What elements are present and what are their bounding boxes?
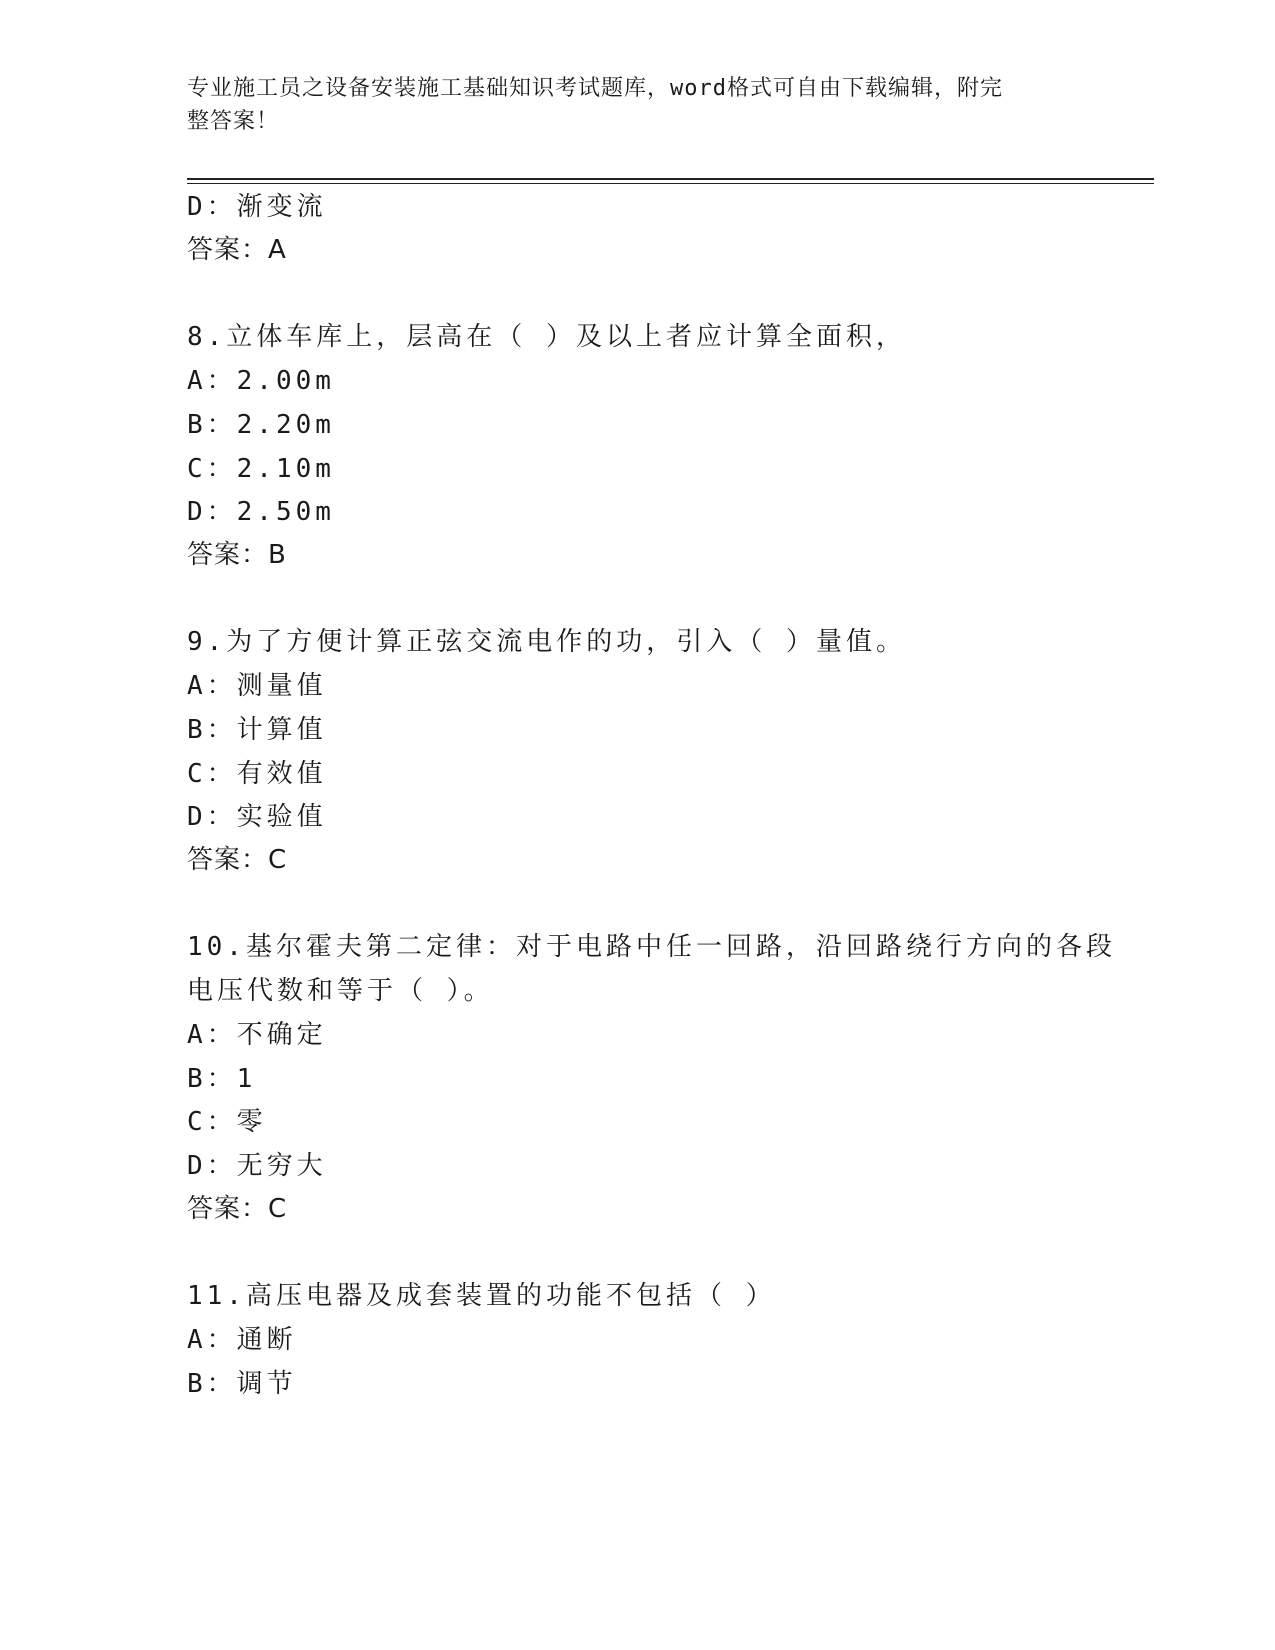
option-a: A：不确定 [187, 1020, 327, 1050]
option-c: C：2.10m [187, 454, 335, 484]
answer-line: 答案：A [187, 235, 287, 265]
question-stem: 8.立体车库上，层高在（ ）及以上者应计算全面积， [187, 322, 906, 352]
header-divider-thin [187, 183, 1154, 184]
option-a: A：2.00m [187, 366, 335, 396]
answer-line: 答案：C [187, 1194, 288, 1224]
option-a: A：测量值 [187, 671, 327, 701]
option-a: A：通断 [187, 1325, 297, 1355]
option-b: B：1 [187, 1064, 257, 1094]
option-b: B：2.20m [187, 410, 335, 440]
option-c: C：有效值 [187, 759, 327, 789]
question-stem-continued: 电压代数和等于（ ）。 [187, 976, 494, 1006]
option-d: D：渐变流 [187, 192, 327, 222]
option-d: D：2.50m [187, 497, 335, 527]
option-c: C：零 [187, 1107, 267, 1137]
option-d: D：无穷大 [187, 1151, 327, 1181]
question-stem: 10.基尔霍夫第二定律：对于电路中任一回路，沿回路绕行方向的各段 [187, 932, 1116, 962]
header-text [187, 72, 1067, 138]
question-stem: 11.高压电器及成套装置的功能不包括（ ） [187, 1281, 776, 1311]
header-line-2: 整答案！ [187, 109, 280, 134]
header-divider-thick [187, 178, 1154, 180]
answer-line: 答案：C [187, 845, 288, 875]
question-stem: 9.为了方便计算正弦交流电作的功，引入（ ）量值。 [187, 627, 906, 657]
option-b: B：计算值 [187, 715, 327, 745]
option-d: D：实验值 [187, 802, 327, 832]
answer-line: 答案：B [187, 540, 287, 570]
header-line-1: 专业施工员之设备安装施工基础知识考试题库，word格式可自由下载编辑，附完 [187, 76, 1003, 101]
option-b: B：调节 [187, 1369, 297, 1399]
